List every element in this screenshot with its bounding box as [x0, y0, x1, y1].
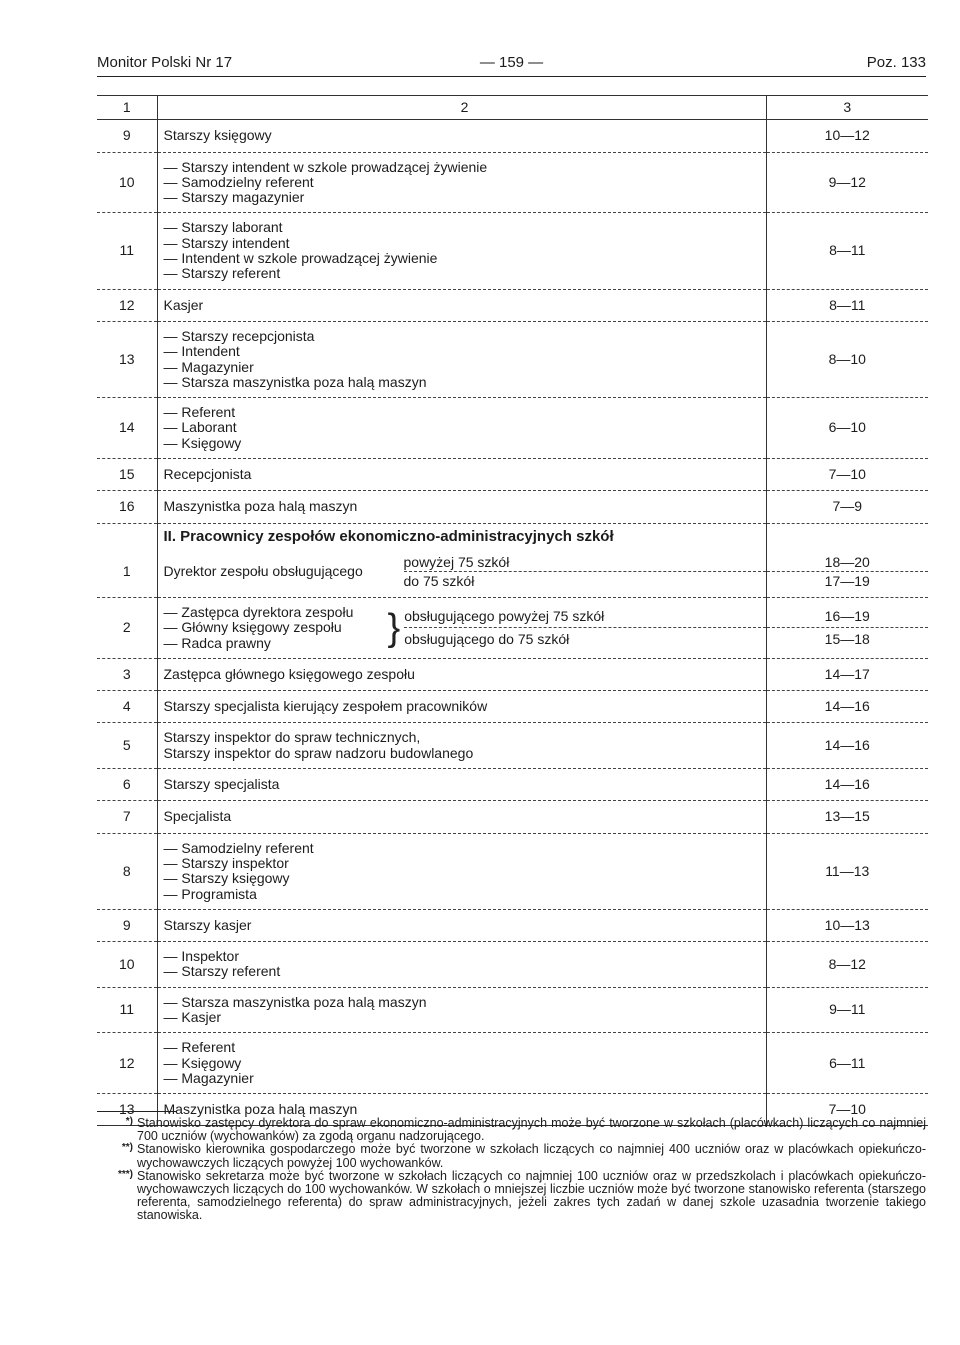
- table-row: [97, 723, 928, 769]
- grade-range: 17—19: [824, 572, 870, 589]
- row-number: 11: [97, 987, 157, 1033]
- table-header-row: [97, 96, 928, 120]
- table-row: [97, 942, 928, 988]
- position-name: — Intendent w szkole prowadzącej żywienie: [163, 250, 438, 267]
- position-name: Starszy księgowy: [163, 127, 272, 144]
- variant-option: powyżej 75 szkół: [404, 553, 766, 572]
- row-number: 15: [97, 459, 157, 491]
- table-row: [97, 909, 928, 941]
- grade-range: 6—10: [766, 398, 928, 459]
- footnote-text: Stanowisko kierownika gospodarczego może być tworzone w szkołach liczących co najmniej 400 uczniów oraz w placówkach opiekuńczo-wychowawczych liczących powyżej 100 wychowanków.: [137, 1142, 926, 1170]
- position-cell: [157, 398, 766, 459]
- position-name: Starszy inspektor do spraw technicznych,: [163, 729, 421, 746]
- position-name: — Intendent: [163, 343, 240, 360]
- empty-cell: [97, 523, 157, 546]
- table-row: [97, 152, 928, 213]
- position-cell: [157, 691, 766, 723]
- position-name: Maszynistka poza halą maszyn: [163, 1101, 358, 1118]
- page-header: [97, 54, 926, 76]
- table-row: [97, 658, 928, 690]
- table-row: [97, 321, 928, 397]
- director-variants: [164, 553, 766, 590]
- position-name: — Starszy laborant: [163, 219, 283, 236]
- grade-range: 8—10: [766, 321, 928, 397]
- position-name: Starszy specjalista kierujący zespołem pracowników: [163, 698, 488, 715]
- row-number: 4: [97, 691, 157, 723]
- position-name: — Samodzielny referent: [163, 173, 314, 190]
- position-name: Kasjer: [163, 296, 204, 313]
- grade-range: 13—15: [766, 801, 928, 833]
- publication-title: Monitor Polski Nr 17: [97, 54, 233, 71]
- position-cell: [157, 769, 766, 801]
- position-cell: [157, 459, 766, 491]
- position-name: — Starszy księgowy: [163, 870, 290, 887]
- table-row: [97, 398, 928, 459]
- footnote: [97, 1117, 926, 1143]
- grade-range: 14—16: [766, 769, 928, 801]
- position-name: — Księgowy: [163, 1054, 242, 1071]
- position-cell: [157, 658, 766, 690]
- position-cell: [157, 546, 766, 598]
- position-name: Starszy inspektor do spraw nadzoru budowlanego: [163, 744, 474, 761]
- column-header-range: 3: [766, 96, 928, 120]
- footnote-marker: ***): [117, 1168, 133, 1180]
- table-row: [97, 987, 928, 1033]
- variant-option: obsługującego do 75 szkół: [404, 631, 570, 648]
- table-row: [97, 833, 928, 909]
- footnote: [97, 1143, 926, 1169]
- row-number: 9: [97, 120, 157, 152]
- table-row: [97, 801, 928, 833]
- position-name: — Starszy intendent: [163, 234, 290, 251]
- position-name: Starszy kasjer: [163, 916, 252, 933]
- row-number: 12: [97, 1033, 157, 1094]
- row-number: 3: [97, 658, 157, 690]
- table-row: [97, 769, 928, 801]
- grade-range: 8—12: [766, 942, 928, 988]
- grade-range: 14—16: [766, 691, 928, 723]
- position-name: — Referent: [163, 404, 236, 421]
- section-heading-row: [97, 523, 928, 546]
- position-name: — Starsza maszynistka poza halą maszyn: [163, 993, 427, 1010]
- grade-range: 7—9: [766, 491, 928, 523]
- row-number: 14: [97, 398, 157, 459]
- position-name: — Inspektor: [163, 948, 239, 965]
- row-number: 6: [97, 769, 157, 801]
- position-name: Starszy specjalista: [163, 776, 280, 793]
- grade-range: 9—11: [766, 987, 928, 1033]
- position-cell: [157, 723, 766, 769]
- table-row: [97, 289, 928, 321]
- grade-range: 6—11: [766, 1033, 928, 1094]
- grade-range: 7—10: [766, 459, 928, 491]
- brace-icon: }: [387, 606, 401, 649]
- row-number: 11: [97, 213, 157, 289]
- position-cell: [157, 289, 766, 321]
- position-name: — Magazynier: [163, 1069, 254, 1086]
- position-name: — Starsza maszynistka poza halą maszyn: [163, 373, 427, 390]
- row-number: 2: [97, 597, 157, 658]
- grade-range: 8—11: [766, 213, 928, 289]
- position-name: — Starszy referent: [163, 963, 281, 980]
- section-title: II. Pracownicy zespołów ekonomiczno-administracyjnych szkół: [157, 523, 766, 546]
- grade-range: 15—18: [824, 631, 870, 648]
- position-cell: [157, 1033, 766, 1094]
- table-row: [97, 213, 928, 289]
- empty-cell: [766, 523, 928, 546]
- position-cell: [157, 942, 766, 988]
- grade-range: 16—19: [767, 605, 929, 628]
- position-name: Specjalista: [163, 808, 232, 825]
- table-row: [97, 691, 928, 723]
- footnote-text: Stanowisko sekretarza może być tworzone w szkołach liczących co najmniej 100 uczniów oraz w przedszkolach i placówkach opiekuńczo-wychowawczych liczących do 100 wychowanków. W szkołach o mniejszej liczbie uczniów może być tworzone stanowisko referenta (starszego referenta, samodzielnego referenta) do spraw administracyjnych, jeżeli zakres tych zadań w danej szkole uzasadnia tworzenie takiego stanowiska.: [137, 1168, 926, 1223]
- footnote-text: Stanowisko zastępcy dyrektora do spraw ekonomiczno-administracyjnych może być tworzone w szkołach (placówkach) liczących co najmniej 700 uczniów (wychowanków) za zgodą organu nadzorującego.: [137, 1116, 926, 1144]
- deputy-variants: [164, 605, 766, 651]
- position-cell: [157, 987, 766, 1033]
- variant-option: obsługującego powyżej 75 szkół: [404, 605, 765, 628]
- footnote: [97, 1170, 926, 1223]
- position-cell: [157, 597, 766, 658]
- grade-range: 9—12: [766, 152, 928, 213]
- row-number: 8: [97, 833, 157, 909]
- position-name: — Radca prawny: [163, 634, 271, 651]
- position-name: — Starszy recepcjonista: [163, 327, 315, 344]
- position-cell: [157, 321, 766, 397]
- header-rule: [97, 76, 926, 77]
- page-number: — 159 —: [479, 54, 544, 71]
- position-name: — Programista: [163, 885, 257, 902]
- position-cell: [157, 120, 766, 152]
- position-name: — Zastępca dyrektora zespołu: [163, 603, 354, 620]
- table-row: [97, 1033, 928, 1094]
- position-name: — Laborant: [163, 419, 237, 436]
- grade-range-cell: [766, 546, 928, 598]
- row-number: 16: [97, 491, 157, 523]
- position-name: Zastępca głównego księgowego zespołu: [163, 665, 415, 682]
- row-number: 9: [97, 909, 157, 941]
- footnote-marker: *): [125, 1116, 133, 1127]
- row-number: 10: [97, 152, 157, 213]
- position-cell: [157, 213, 766, 289]
- grade-range: 18—20: [767, 553, 929, 572]
- position-number: Poz. 133: [866, 54, 926, 71]
- row-number: 12: [97, 289, 157, 321]
- row-number: 13: [97, 321, 157, 397]
- position-name: — Kasjer: [163, 1008, 222, 1025]
- row-number: 13: [97, 1094, 157, 1126]
- footnote-marker: **): [121, 1142, 133, 1154]
- grade-range: 11—13: [766, 833, 928, 909]
- grade-range: 14—17: [766, 658, 928, 690]
- position-list: [164, 605, 384, 651]
- table-row-deputy: [97, 597, 928, 658]
- column-header-position: 2: [157, 96, 766, 120]
- position-name: — Główny księgowy zespołu: [163, 619, 342, 636]
- position-name: Recepcjonista: [163, 466, 252, 483]
- position-name: — Starszy referent: [163, 265, 281, 282]
- position-cell: [157, 801, 766, 833]
- variant-option: do 75 szkół: [403, 572, 475, 589]
- position-name: — Magazynier: [163, 358, 254, 375]
- variant-list: [404, 605, 765, 650]
- column-header-no: 1: [97, 96, 157, 120]
- position-name: — Samodzielny referent: [163, 839, 314, 856]
- row-number: 5: [97, 723, 157, 769]
- position-cell: [157, 152, 766, 213]
- position-cell: [157, 833, 766, 909]
- salary-grade-table: [97, 95, 928, 1126]
- position-name: Maszynistka poza halą maszyn: [163, 498, 358, 515]
- grade-range: 14—16: [766, 723, 928, 769]
- table-row: [97, 459, 928, 491]
- position-name: — Starszy intendent w szkole prowadzącej żywienie: [163, 158, 488, 175]
- row-number: 1: [97, 546, 157, 598]
- position-name: Dyrektor zespołu obsługującego: [163, 562, 363, 579]
- position-cell: [157, 909, 766, 941]
- footnotes: [97, 1117, 926, 1223]
- table-row: [97, 491, 928, 523]
- table-row-director: [97, 546, 928, 598]
- position-name: — Starszy magazynier: [163, 189, 305, 206]
- position-name: — Starszy inspektor: [163, 854, 289, 871]
- row-number: 10: [97, 942, 157, 988]
- row-number: 7: [97, 801, 157, 833]
- grade-range: 8—11: [766, 289, 928, 321]
- variant-list: [404, 553, 766, 590]
- footnote-rule: [97, 1111, 177, 1112]
- position-name: — Referent: [163, 1039, 236, 1056]
- position-cell: [157, 491, 766, 523]
- grade-range: 7—10: [766, 1094, 928, 1126]
- grade-range-cell: [766, 597, 928, 658]
- position-name: — Księgowy: [163, 434, 242, 451]
- grade-range: 10—13: [766, 909, 928, 941]
- grade-range: 10—12: [766, 120, 928, 152]
- table-row: [97, 120, 928, 152]
